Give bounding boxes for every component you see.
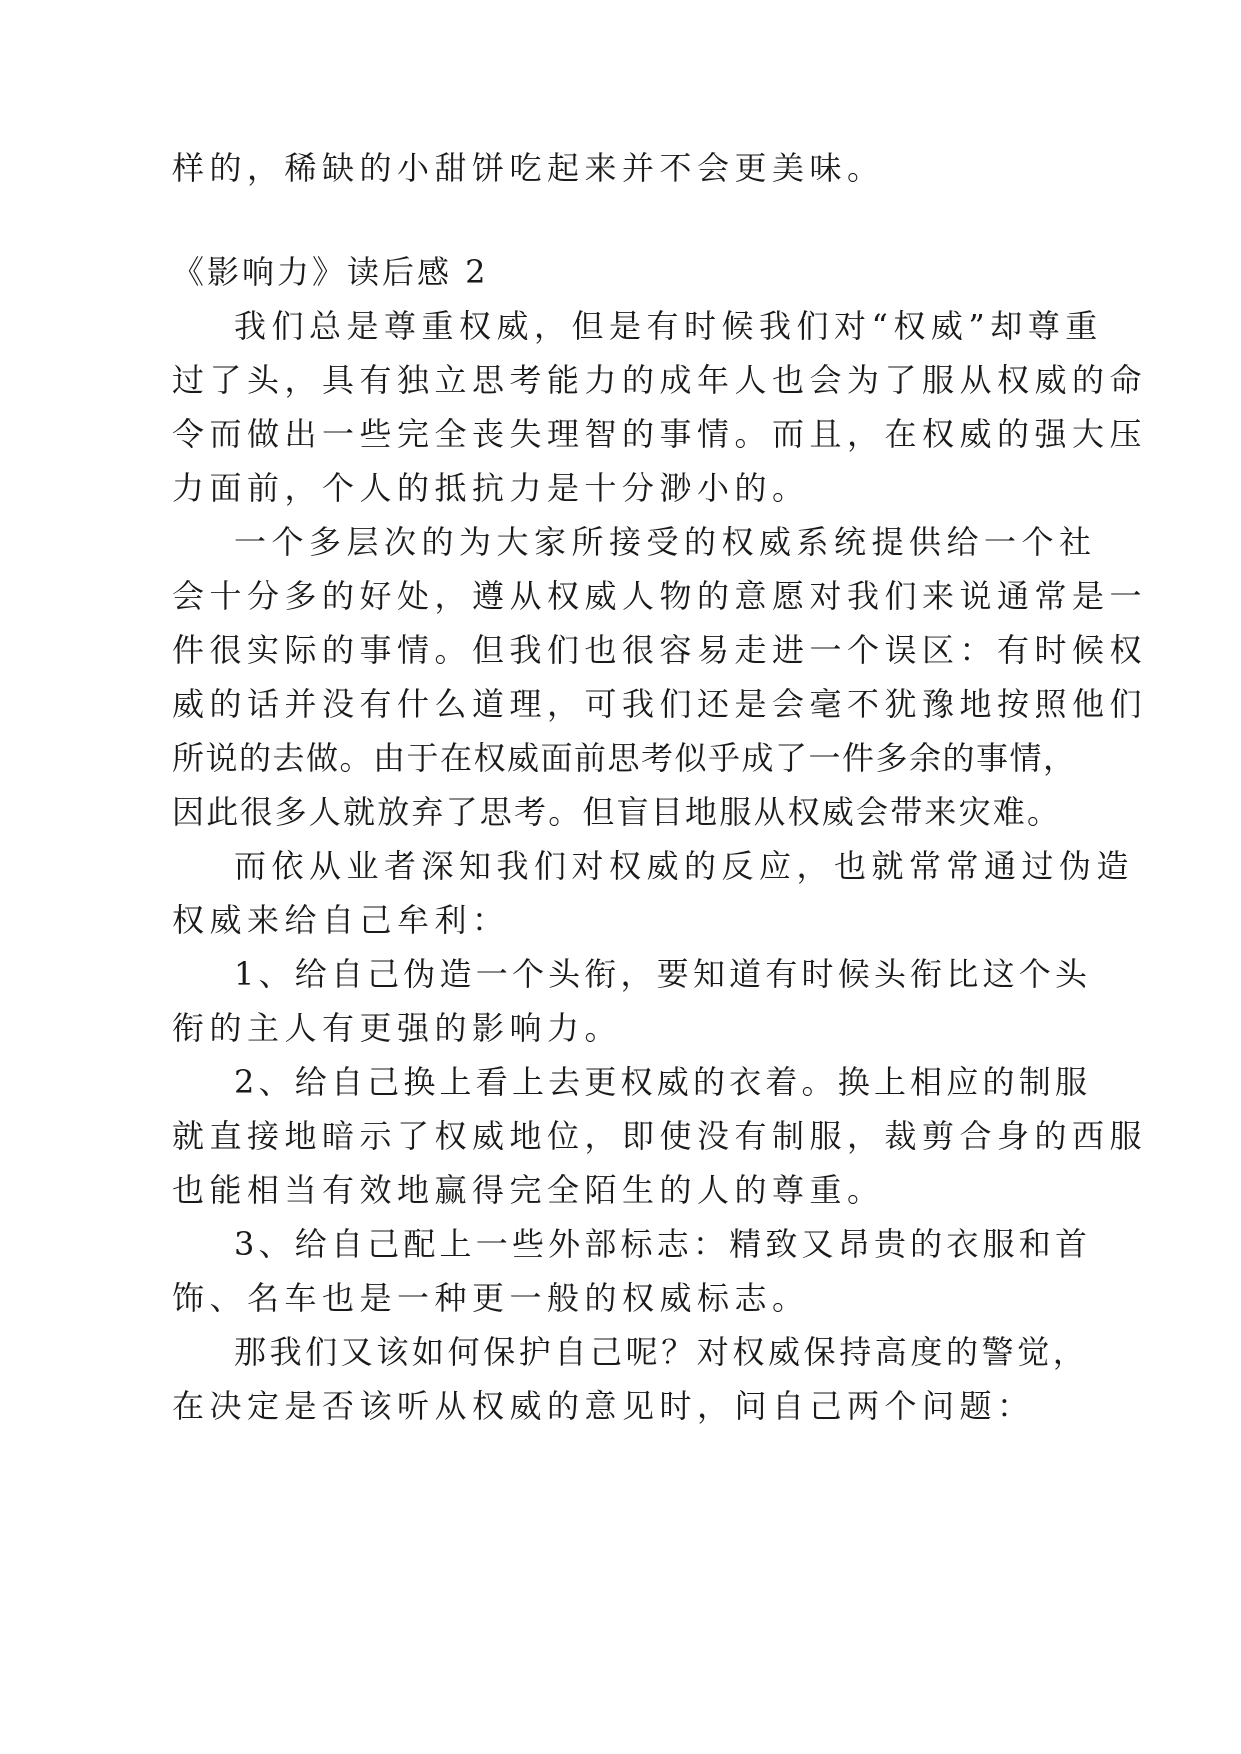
paragraph-line: 而依从业者深知我们对权威的反应，也就常常通过伪造 (234, 847, 1135, 885)
paragraph-line: 一个多层次的为大家所接受的权威系统提供给一个社 (234, 523, 1097, 561)
paragraph-line: 就直接地暗示了权威地位，即使没有制服，裁剪合身的西服 (172, 1117, 1148, 1155)
paragraph-line: 那我们又该如何保护自己呢？对权威保持高度的警觉， (234, 1333, 1089, 1371)
paragraph-line: 我们总是尊重权威，但是有时候我们对“权威”却尊重 (234, 307, 1103, 345)
paragraph-line: 所说的去做。由于在权威面前思考似乎成了一件多余的事情， (172, 739, 1077, 777)
paragraph-line: 3、给自己配上一些外部标志：精致又昂贵的衣服和首 (234, 1225, 1092, 1263)
paragraph-line: 威的话并没有什么道理，可我们还是会毫不犹豫地按照他们 (172, 685, 1148, 723)
paragraph-line: 衔的主人有更强的影响力。 (172, 1009, 623, 1047)
paragraph-line: 会十分多的好处，遵从权威人物的意愿对我们来说通常是一 (172, 577, 1148, 615)
paragraph-line: 1、给自己伪造一个头衔，要知道有时候头衔比这个头 (234, 955, 1092, 993)
paragraph-line: 令而做出一些完全丧失理智的事情。而且，在权威的强大压 (172, 415, 1148, 453)
section-title: 《影响力》读后感 2 (172, 253, 489, 291)
paragraph-line: 权威来给自己牟利： (172, 901, 510, 939)
intro-last-line: 样的，稀缺的小甜饼吃起来并不会更美味。 (172, 149, 885, 187)
paragraph-line: 件很实际的事情。但我们也很容易走进一个误区：有时候权 (172, 631, 1148, 669)
paragraph-line: 2、给自己换上看上去更权威的衣着。换上相应的制服 (234, 1063, 1092, 1101)
paragraph-line: 也能相当有效地赢得完全陌生的人的尊重。 (172, 1171, 885, 1209)
paragraph-line: 饰、名车也是一种更一般的权威标志。 (172, 1279, 810, 1317)
paragraph-line: 在决定是否该听从权威的意见时，问自己两个问题： (172, 1387, 1035, 1425)
paragraph-line: 力面前，个人的抵抗力是十分渺小的。 (172, 469, 810, 507)
paragraph-line: 因此很多人就放弃了思考。但盲目地服从权威会带来灾难。 (172, 793, 1062, 831)
paragraph-line: 过了头，具有独立思考能力的成年人也会为了服从权威的命 (172, 361, 1148, 399)
